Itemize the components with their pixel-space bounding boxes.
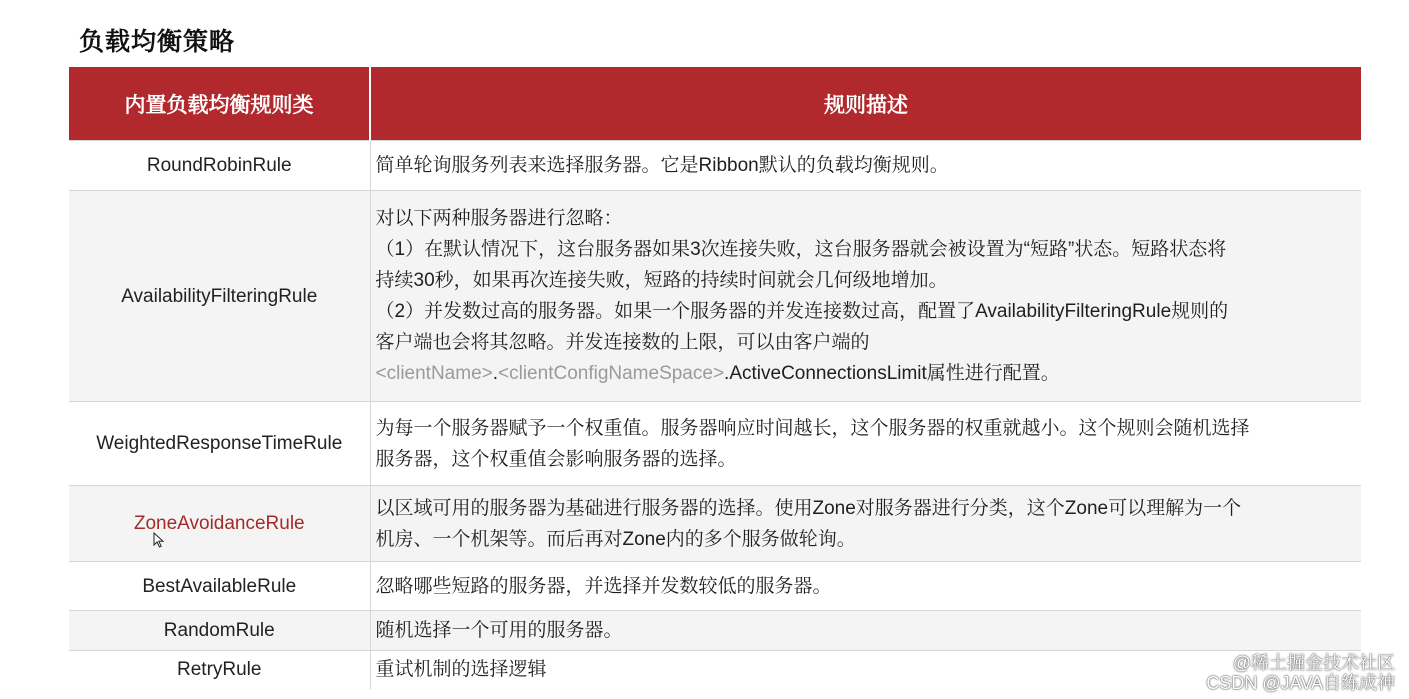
watermark: [1206, 653, 1395, 693]
table-row: [69, 486, 1361, 562]
table-row: [69, 402, 1361, 486]
rule-desc-roundrobin: [370, 141, 1361, 191]
config-namespace: <clientConfigNameSpace>: [498, 363, 725, 384]
rule-name-weighted-response-time: WeightedResponseTimeRule: [69, 402, 370, 486]
desc-line: 忽略哪些短路的服务器，并选择并发数较低的服务器。: [375, 575, 832, 597]
desc-line: 随机选择一个可用的服务器。: [375, 620, 623, 641]
desc-line: 机房、一个机架等。而后再对Zone内的多个服务做轮询。: [375, 528, 856, 550]
table-row: [69, 562, 1361, 611]
rule-name-retry: RetryRule: [69, 651, 370, 689]
desc-line: 客户端也会将其忽略。并发连接数的上限，可以由客户端的: [375, 332, 870, 353]
desc-line-config: [376, 358, 1358, 389]
config-separator: .: [492, 363, 499, 384]
desc-line: （2）并发数过高的服务器。如果一个服务器的并发连接数过高，配置了AvailabilityFilteringRule规则的: [375, 301, 1229, 322]
table-row: [69, 611, 1361, 651]
mouse-pointer-icon: [153, 532, 165, 548]
desc-line: 为每一个服务器赋予一个权重值。服务器响应时间越长，这个服务器的权重就越小。这个规则会随机选择: [375, 417, 1250, 439]
rule-desc-random: [370, 611, 1361, 651]
rule-desc-availability-filtering: [370, 191, 1361, 402]
desc-line: 简单轮询服务列表来选择服务器。它是Ribbon默认的负载均衡规则。: [375, 155, 949, 176]
column-header-rule-class: 内置负载均衡规则类: [69, 67, 370, 141]
table-row: [69, 651, 1361, 689]
rule-desc-zone-avoidance: [370, 486, 1361, 562]
desc-line: 持续30秒，如果再次连接失败，短路的持续时间就会几何级地增加。: [375, 270, 948, 291]
rule-name-roundrobin: RoundRobinRule: [69, 141, 370, 191]
config-client-name: <clientName>: [375, 363, 493, 384]
rule-name-best-available: BestAvailableRule: [69, 562, 370, 611]
desc-line: 重试机制的选择逻辑: [375, 659, 547, 681]
desc-line: 对以下两种服务器进行忽略：: [375, 208, 623, 229]
rule-desc-best-available: [370, 562, 1361, 611]
table-row: [69, 191, 1361, 402]
rule-name-zone-avoidance: ZoneAvoidanceRule: [69, 486, 370, 562]
watermark-line1: @稀土掘金技术社区: [1232, 653, 1395, 673]
watermark-line2: CSDN @JAVA自练成神: [1206, 673, 1395, 693]
rules-table: [69, 67, 1361, 689]
desc-line: 服务器，这个权重值会影响服务器的选择。: [375, 448, 737, 470]
desc-line: 以区域可用的服务器为基础进行服务器的选择。使用Zone对服务器进行分类，这个Zone可以理解为一个: [375, 497, 1242, 519]
table-header-row: [69, 67, 1361, 141]
desc-line: （1）在默认情况下，这台服务器如果3次连接失败，这台服务器就会被设置为“短路”状态。短路状态将: [375, 239, 1227, 260]
page-title: 负载均衡策略: [79, 28, 236, 56]
config-tail: .ActiveConnectionsLimit属性进行配置。: [724, 363, 1060, 384]
rule-name-random: RandomRule: [69, 611, 370, 651]
table-row: [69, 141, 1361, 191]
rule-desc-weighted-response-time: [370, 402, 1361, 486]
column-header-rule-description: 规则描述: [370, 67, 1361, 141]
rule-name-availability-filtering: AvailabilityFilteringRule: [69, 191, 370, 402]
